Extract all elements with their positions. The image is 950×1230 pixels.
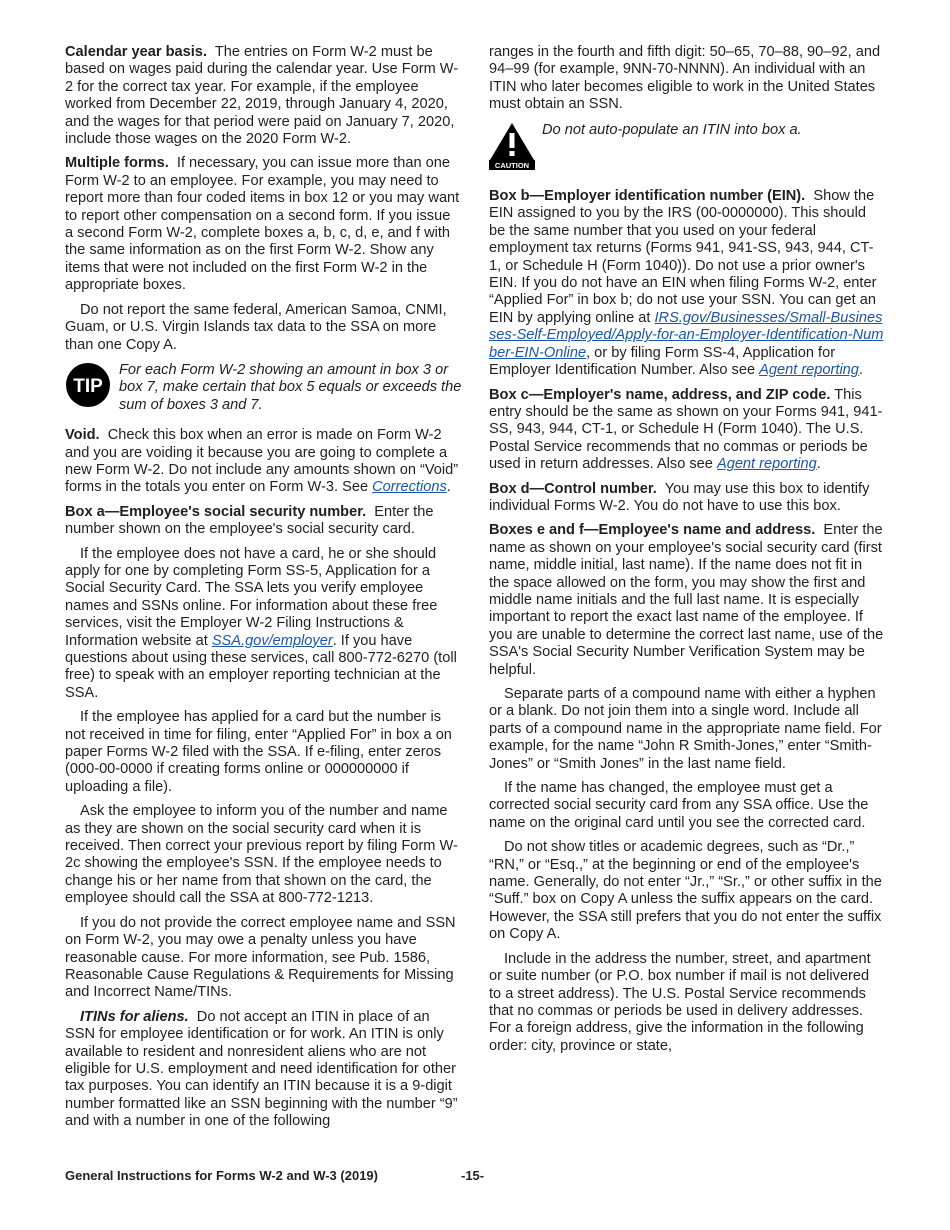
paragraph: Separate parts of a compound name with either a hyphen or a blank. Do not join them into a single word. Include all parts of a compound name in the appropriate name field. For example, for the name “John R Smith-Jones,” enter “Smith-Jones” or “Smith Jones” in the last name field. [489, 686, 882, 772]
itins-for-aliens: ITINs for aliens. Do not accept an ITIN in place of an SSN for employee identification or for work. An ITIN is only available to resident and nonresident aliens who are not eligible for U.S. employment and need identification for other tax purposes. You can identify an ITIN because it is a 9-digit number formatted like an SSN beginning with the number “9” and with a number in one of the following [65, 1008, 458, 1130]
box-a: Box a—Employee's social security number. Enter the number shown on the employee's social security card. [65, 503, 434, 538]
void: Void. Check this box when an error is made on Form W-2 and you are voiding it because you are going to complete a new Form W-2. Do not include any amounts shown on “Void” forms in the totals you enter on Form W-3. See Corrections. [65, 427, 459, 496]
paragraph: If the name has changed, the employee must get a corrected social security card from any SSA office. Use the name on the original card until you see the corrected card. [489, 780, 869, 831]
box-d: Box d—Control number. You may use this box to identify individual Forms W-2. You do not have to use this box. [489, 480, 870, 514]
calendar-year-basis: Calendar year basis. The entries on Form W-2 must be based on wages paid during the calendar year. Use Form W-2 for the correct tax year. For example, if the employee worked from December 22, 2019, through January 4, 2020, and the wages for that period were paid on January 7, 2020, include those wages on the 2020 Form W-2. [65, 44, 459, 148]
svg-text:CAUTION: CAUTION [494, 160, 530, 170]
box-b: Box b—Employer identification number (EIN). Show the EIN assigned to you by the IRS (00-0000000). This should be the same number that you used on your federal employment tax returns (Forms 941, 941-SS, 943, 944, CT-1, or Schedule H (Form 1040)). Do not use a prior owner's EIN. If you do not have an EIN when filing Forms W-2, enter “Applied For” in box b; do not use your SSN. You can get an EIN by applying online at IRS.gov/Businesses/Small-Businesses-Self-Employed/Apply-for-an-Employer-Identification-Number-EIN-Online, or by filing Form SS-4, Application for Employer Identification Number. Also see Agent reporting. [489, 188, 884, 379]
footer-title: General Instructions for Forms W-2 and W-3 (2019) [65, 1168, 378, 1183]
paragraph: If the employee does not have a card, he or she should apply for one by completing Form SS-5, Application for a Social Security Card. The SSA lets you verify employee names and SSNs online. For information about these free services, visit the Employer W-2 Filing Instructions & Information website at SSA.gov/employer. If you have questions about using these services, call 800-772-6270 (toll free) to speak with an employer reporting technician at the SSA. [65, 545, 457, 701]
tip-text: For each Form W-2 showing an amount in box 3 or box 7, make certain that box 5 equals or exceeds the sum of boxes 3 and 7. [119, 361, 462, 413]
svg-text:TIP: TIP [73, 375, 103, 397]
agent-reporting-link[interactable]: Agent reporting [716, 456, 817, 473]
tip-note [65, 362, 462, 414]
page-number: -15- [461, 1168, 485, 1183]
paragraph: If the employee has applied for a card but the number is not received in time for filing, enter “Applied For” in box a on paper Forms W-2 filed with the SSA. If e-filing, enter zeros (000-00-0000 if creating forms online or 000000000 if uploading a file). [65, 709, 452, 795]
caution-text: Do not auto-populate an ITIN into box a. [542, 121, 802, 138]
paragraph: Ask the employee to inform you of the number and name as they are shown on the social security card when it is received. Then correct your previous report by filing Form W-2c showing the employee's SSN. If the employee needs to change his or her name from that shown on the card, the employee should call the SSA at 800-772-1213. [65, 803, 458, 907]
paragraph: Do not show titles or academic degrees, such as “Dr.,” “RN,” or “Esq.,” at the beginning or end of the employee's name. Generally, do not enter “Jr.,” “Sr.,” or other suffix in the “Suff.” box on Copy A unless the suffix appears on the card. However, the SSA still prefers that you do not enter the suffix on Copy A. [489, 839, 882, 943]
boxes-e-f: Boxes e and f—Employee's name and address. Enter the name as shown on your employee's social security card (first name, middle initial, last name). If the name does not fit in the space allowed on the form, you may show the first and middle name initials and the full last name. It is especially important to report the exact last name of the employee. If you are unable to determine the correct last name, use of the SSA's Social Security Number Verification System may be helpful. [489, 522, 884, 678]
agent-reporting-link[interactable]: Agent reporting [759, 362, 859, 379]
right-column [489, 44, 885, 1062]
paragraph: Include in the address the number, street, and apartment or suite number (or P.O. box number if mail is not delivered to a street address). The U.S. Postal Service recommends that no commas or periods be used in delivery addresses. For a foreign address, give the information in the following order: city, province or state, [489, 950, 871, 1054]
paragraph: Do not report the same federal, American Samoa, CNMI, Guam, or U.S. Virgin Islands tax data to the SSA on more than one Copy A. [65, 301, 447, 353]
caution-icon [489, 122, 542, 175]
caution-note [489, 122, 885, 175]
irs-ein-link[interactable]: IRS.gov/Businesses/Small-Businesses-Self-Employed/Apply-for-an-Employer-Identification-Number-EIN-Online [489, 309, 884, 361]
corrections-link[interactable]: Corrections [372, 479, 447, 496]
multiple-forms: Multiple forms. If necessary, you can issue more than one Form W-2 to an employee. For example, you may need to report more than four coded items in box 12 or you may want to report other compensation on a second form. If you issue a second Form W-2, complete boxes a, b, c, d, e, and f with the same information as on the first Form W-2. Show any items that were not included on the first Form W-2 in the appropriate boxes. [65, 155, 460, 294]
box-c: Box c—Employer's name, address, and ZIP code. This entry should be the same as shown on your Forms 941, 941-SS, 943, 944, CT-1, or Schedule H (Form 1040). The U.S. Postal Service recommends that no commas or periods be used in return addresses. Also see Agent reporting. [489, 386, 883, 473]
ssa-employer-link[interactable]: SSA.gov/employer [211, 632, 333, 649]
paragraph: If you do not provide the correct employee name and SSN on Form W-2, you may owe a penalty unless you have reasonable cause. For more information, see Pub. 1586, Reasonable Cause Regulations & Requirements for Missing and Incorrect Name/TINs. [65, 914, 456, 1001]
tip-icon [65, 362, 119, 413]
paragraph: ranges in the fourth and fifth digit: 50–65, 70–88, 90–92, and 94–99 (for example, 9NN-70-NNNN). An individual with an ITIN who later becomes eligible to work in the United States must obtain an SSN. [489, 44, 881, 113]
left-column [65, 44, 462, 1138]
